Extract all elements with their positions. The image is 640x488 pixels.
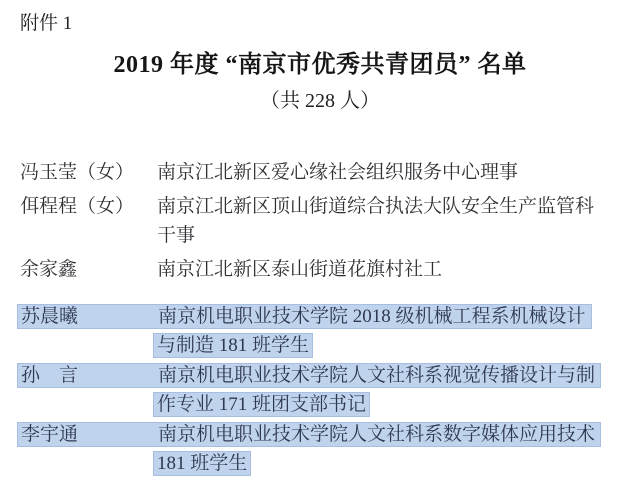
list-entry bbox=[17, 255, 634, 284]
entry-line bbox=[17, 255, 634, 284]
selection-highlight bbox=[17, 363, 601, 388]
entry-line bbox=[17, 221, 634, 250]
list-entry bbox=[17, 192, 634, 250]
entry-line bbox=[17, 420, 634, 449]
person-desc-line: 南京江北新区顶山街道综合执法大队安全生产监管科 bbox=[157, 196, 595, 217]
list-entry bbox=[17, 302, 634, 360]
person-desc-line: 南京江北新区爱心缘社会组织服务中心理事 bbox=[157, 162, 519, 183]
person-name: 苏晨曦 bbox=[21, 306, 79, 327]
list-entry bbox=[17, 158, 634, 187]
person-desc-line: 南京机电职业技术学院 2018 级机械工程系机械设计 bbox=[158, 306, 586, 327]
person-name: 孙 言 bbox=[21, 365, 79, 386]
person-desc-line: 181 班学生 bbox=[157, 453, 248, 474]
person-desc-line: 与制造 181 班学生 bbox=[157, 335, 310, 356]
selection-highlight bbox=[17, 304, 592, 329]
person-name: 佴程程（女） bbox=[20, 196, 135, 217]
person-desc-line: 干事 bbox=[157, 225, 196, 246]
entry-line-content bbox=[17, 160, 518, 185]
entry-line bbox=[17, 390, 634, 419]
selection-highlight bbox=[153, 451, 251, 476]
list-entry bbox=[17, 420, 634, 478]
entry-line-content bbox=[157, 223, 195, 248]
list-entry bbox=[17, 361, 634, 419]
roster-list bbox=[17, 158, 634, 479]
person-desc-line: 作专业 171 班团支部书记 bbox=[157, 394, 367, 415]
entry-line bbox=[17, 158, 634, 187]
entry-line bbox=[17, 302, 634, 331]
entry-line bbox=[17, 331, 634, 360]
page-title: 2019 年度 “南京市优秀共青团员” 名单 bbox=[113, 52, 527, 78]
entry-line bbox=[17, 361, 634, 390]
person-desc-line: 南京机电职业技术学院人文社科系视觉传播设计与制 bbox=[158, 365, 596, 386]
person-name: 冯玉莹（女） bbox=[20, 162, 135, 183]
person-name: 李宇通 bbox=[21, 424, 79, 445]
entry-line-content bbox=[17, 257, 442, 282]
page-subtitle: （共 228 人） bbox=[260, 90, 380, 112]
attachment-label: 附件 1 bbox=[20, 13, 73, 34]
entry-line bbox=[17, 192, 634, 221]
person-name: 余家鑫 bbox=[20, 259, 78, 280]
selection-highlight bbox=[17, 422, 601, 447]
selection-highlight bbox=[153, 392, 370, 417]
entry-line bbox=[17, 449, 634, 478]
person-desc-line: 南京机电职业技术学院人文社科系数字媒体应用技术 bbox=[158, 424, 596, 445]
selection-highlight bbox=[153, 333, 313, 358]
person-desc-line: 南京江北新区泰山街道花旗村社工 bbox=[157, 259, 443, 280]
entry-line-content bbox=[17, 194, 594, 219]
